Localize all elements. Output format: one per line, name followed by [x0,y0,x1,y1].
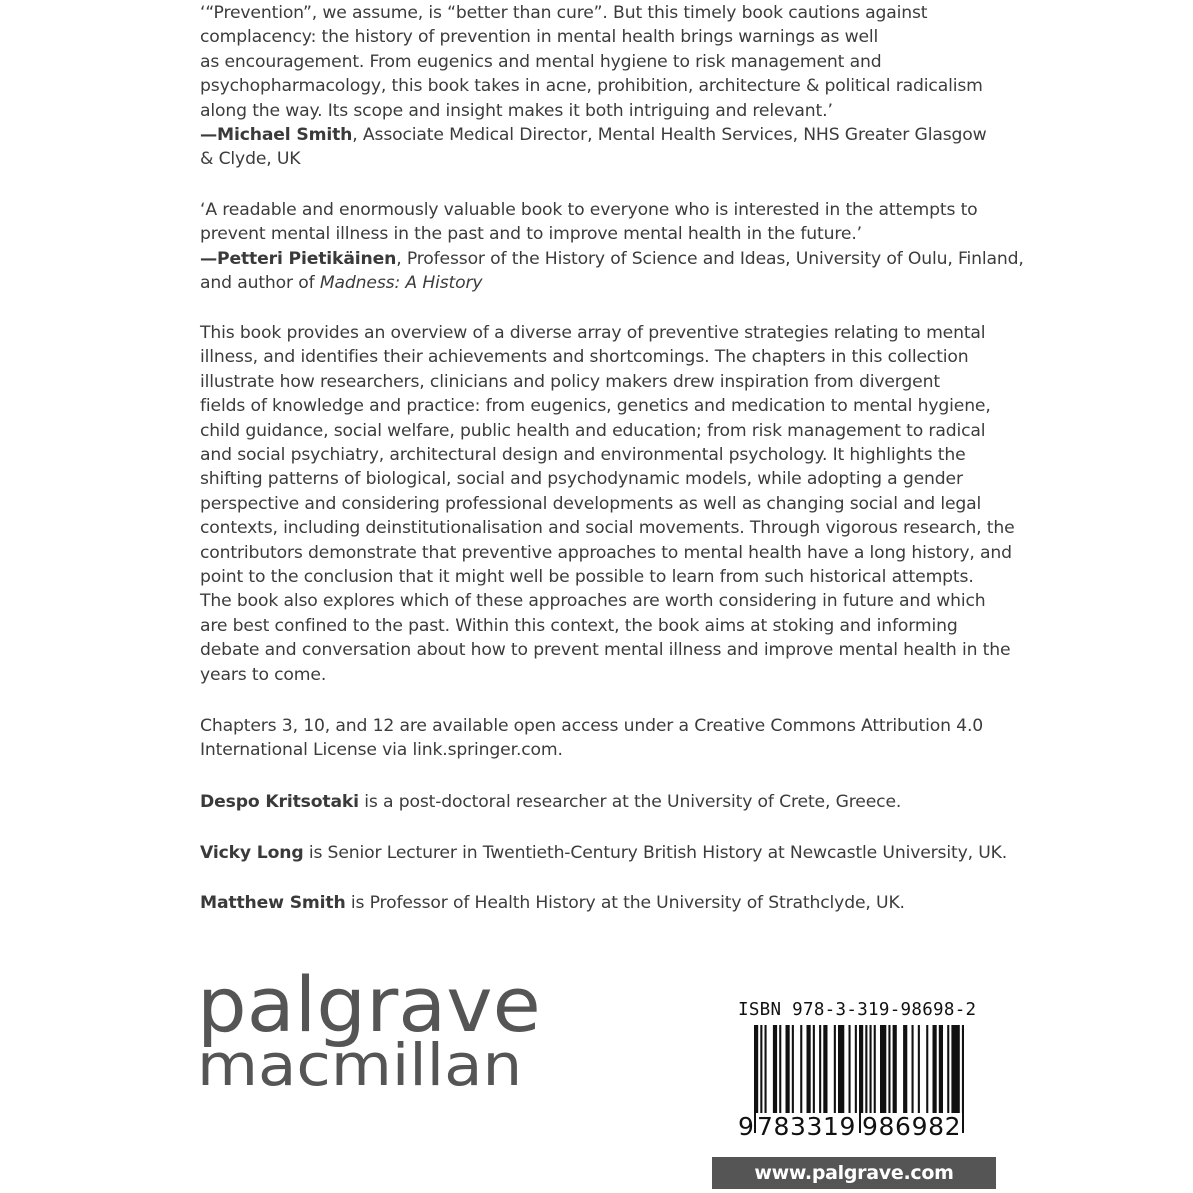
endorsement-quote-2 [200,198,1024,296]
description-line: point to the conclusion that it might well be possible to learn from such historical attempts. [200,567,974,588]
description-line: This book provides an overview of a diverse array of preventive strategies relating to mental [200,323,986,343]
book-description [200,321,1015,687]
publisher-logo-macmillan: macmillan [197,1031,523,1099]
quote-author-title: , Associate Medical Director, Mental Health Services, NHS Greater Glasgow [352,125,987,146]
description-line: are best confined to the past. Within this context, the book aims at stoking and informing [200,615,958,636]
description-line: years to come. [200,664,327,685]
barcode-bar [962,1025,964,1133]
editor-bio-text: is Professor of Health History at the University of Strathclyde, UK. [345,893,905,913]
publisher-logo-palgrave: palgrave [197,960,541,1049]
quote-author-book-title: Madness: A History [319,273,483,294]
editor-bio-text: is Senior Lecturer in Twentieth-Century British History at Newcastle University, UK. [303,843,1008,863]
editor-bio [200,891,1000,915]
description-line: shifting patterns of biological, social and psychodynamic models, while adopting a gender [200,469,963,490]
description-line: contexts, including deinstitutionalisation and social movements. Through vigorous research, the [200,518,1015,539]
endorsement-quote-1 [200,1,1000,172]
barcode-right-group: 986982 [862,1112,962,1141]
quote-line: along the way. Its scope and insight makes it both intriguing and relevant.’ [200,100,833,121]
description-line: illustrate how researchers, clinicians and policy makers drew inspiration from divergent [200,371,940,392]
quote-line: complacency: the history of prevention in mental health brings warnings as well [200,27,879,48]
description-line: child guidance, social welfare, public health and education; from risk management to radical [200,420,986,441]
description-line: fields of knowledge and practice: from eugenics, genetics and medication to mental hygiene, [200,396,991,417]
quote-author-title: , Professor of the History of Science and Ideas, University of Oulu, Finland, [396,248,1024,269]
description-line: contributors demonstrate that preventive approaches to mental health have a long history, and [200,542,1012,563]
publisher-website[interactable]: www.palgrave.com [712,1157,996,1189]
editor-name: Vicky Long [200,843,304,863]
quote-line: as encouragement. From eugenics and mental hygiene to risk management and [200,51,882,72]
barcode-digits [738,1113,962,1141]
quote-line: psychopharmacology, this book takes in acne, prohibition, architecture & political radicalism [200,76,983,97]
description-line: perspective and considering professional developments as well as changing social and legal [200,493,982,514]
barcode-left-group: 783319 [757,1112,857,1141]
open-access-line: International License via link.springer.com. [200,740,563,761]
quote-attribution-continued [200,271,1000,295]
quote-line: ‘“Prevention”, we assume, is “better than cure”. But this timely book cautions against [200,3,928,23]
quote-author-prefix: and author of [200,273,320,294]
editor-bio [200,841,1008,865]
quote-attribution [200,247,1024,271]
isbn-label: ISBN 978-3-319-98698-2 [738,1000,977,1020]
quote-line: prevent mental illness in the past and to improve mental health in the future.’ [200,224,862,245]
editor-name: Matthew Smith [200,893,346,913]
barcode-first-digit: 9 [738,1112,754,1141]
editor-name: Despo Kritsotaki [200,792,359,812]
quote-attribution [200,123,1000,147]
editor-bio [200,790,1000,814]
quote-author-name: —Petteri Pietikäinen [200,248,397,269]
open-access-line: Chapters 3, 10, and 12 are available open access under a Creative Commons Attribution 4.0 [200,716,984,736]
quote-line: ‘A readable and enormously valuable book to everyone who is interested in the attempts to [200,200,978,220]
description-line: illness, and identifies their achievements and shortcomings. The chapters in this collection [200,347,969,368]
quote-author-name: —Michael Smith [200,125,353,146]
editor-bio-text: is a post-doctoral researcher at the University of Crete, Greece. [358,792,902,812]
description-line: The book also explores which of these approaches are worth considering in future and which [200,591,986,612]
open-access-note [200,714,1000,763]
quote-attribution-continued: & Clyde, UK [200,149,301,170]
description-line: and social psychiatry, architectural design and environmental psychology. It highlights the [200,445,966,466]
description-line: debate and conversation about how to prevent mental illness and improve mental health in the [200,640,1011,661]
